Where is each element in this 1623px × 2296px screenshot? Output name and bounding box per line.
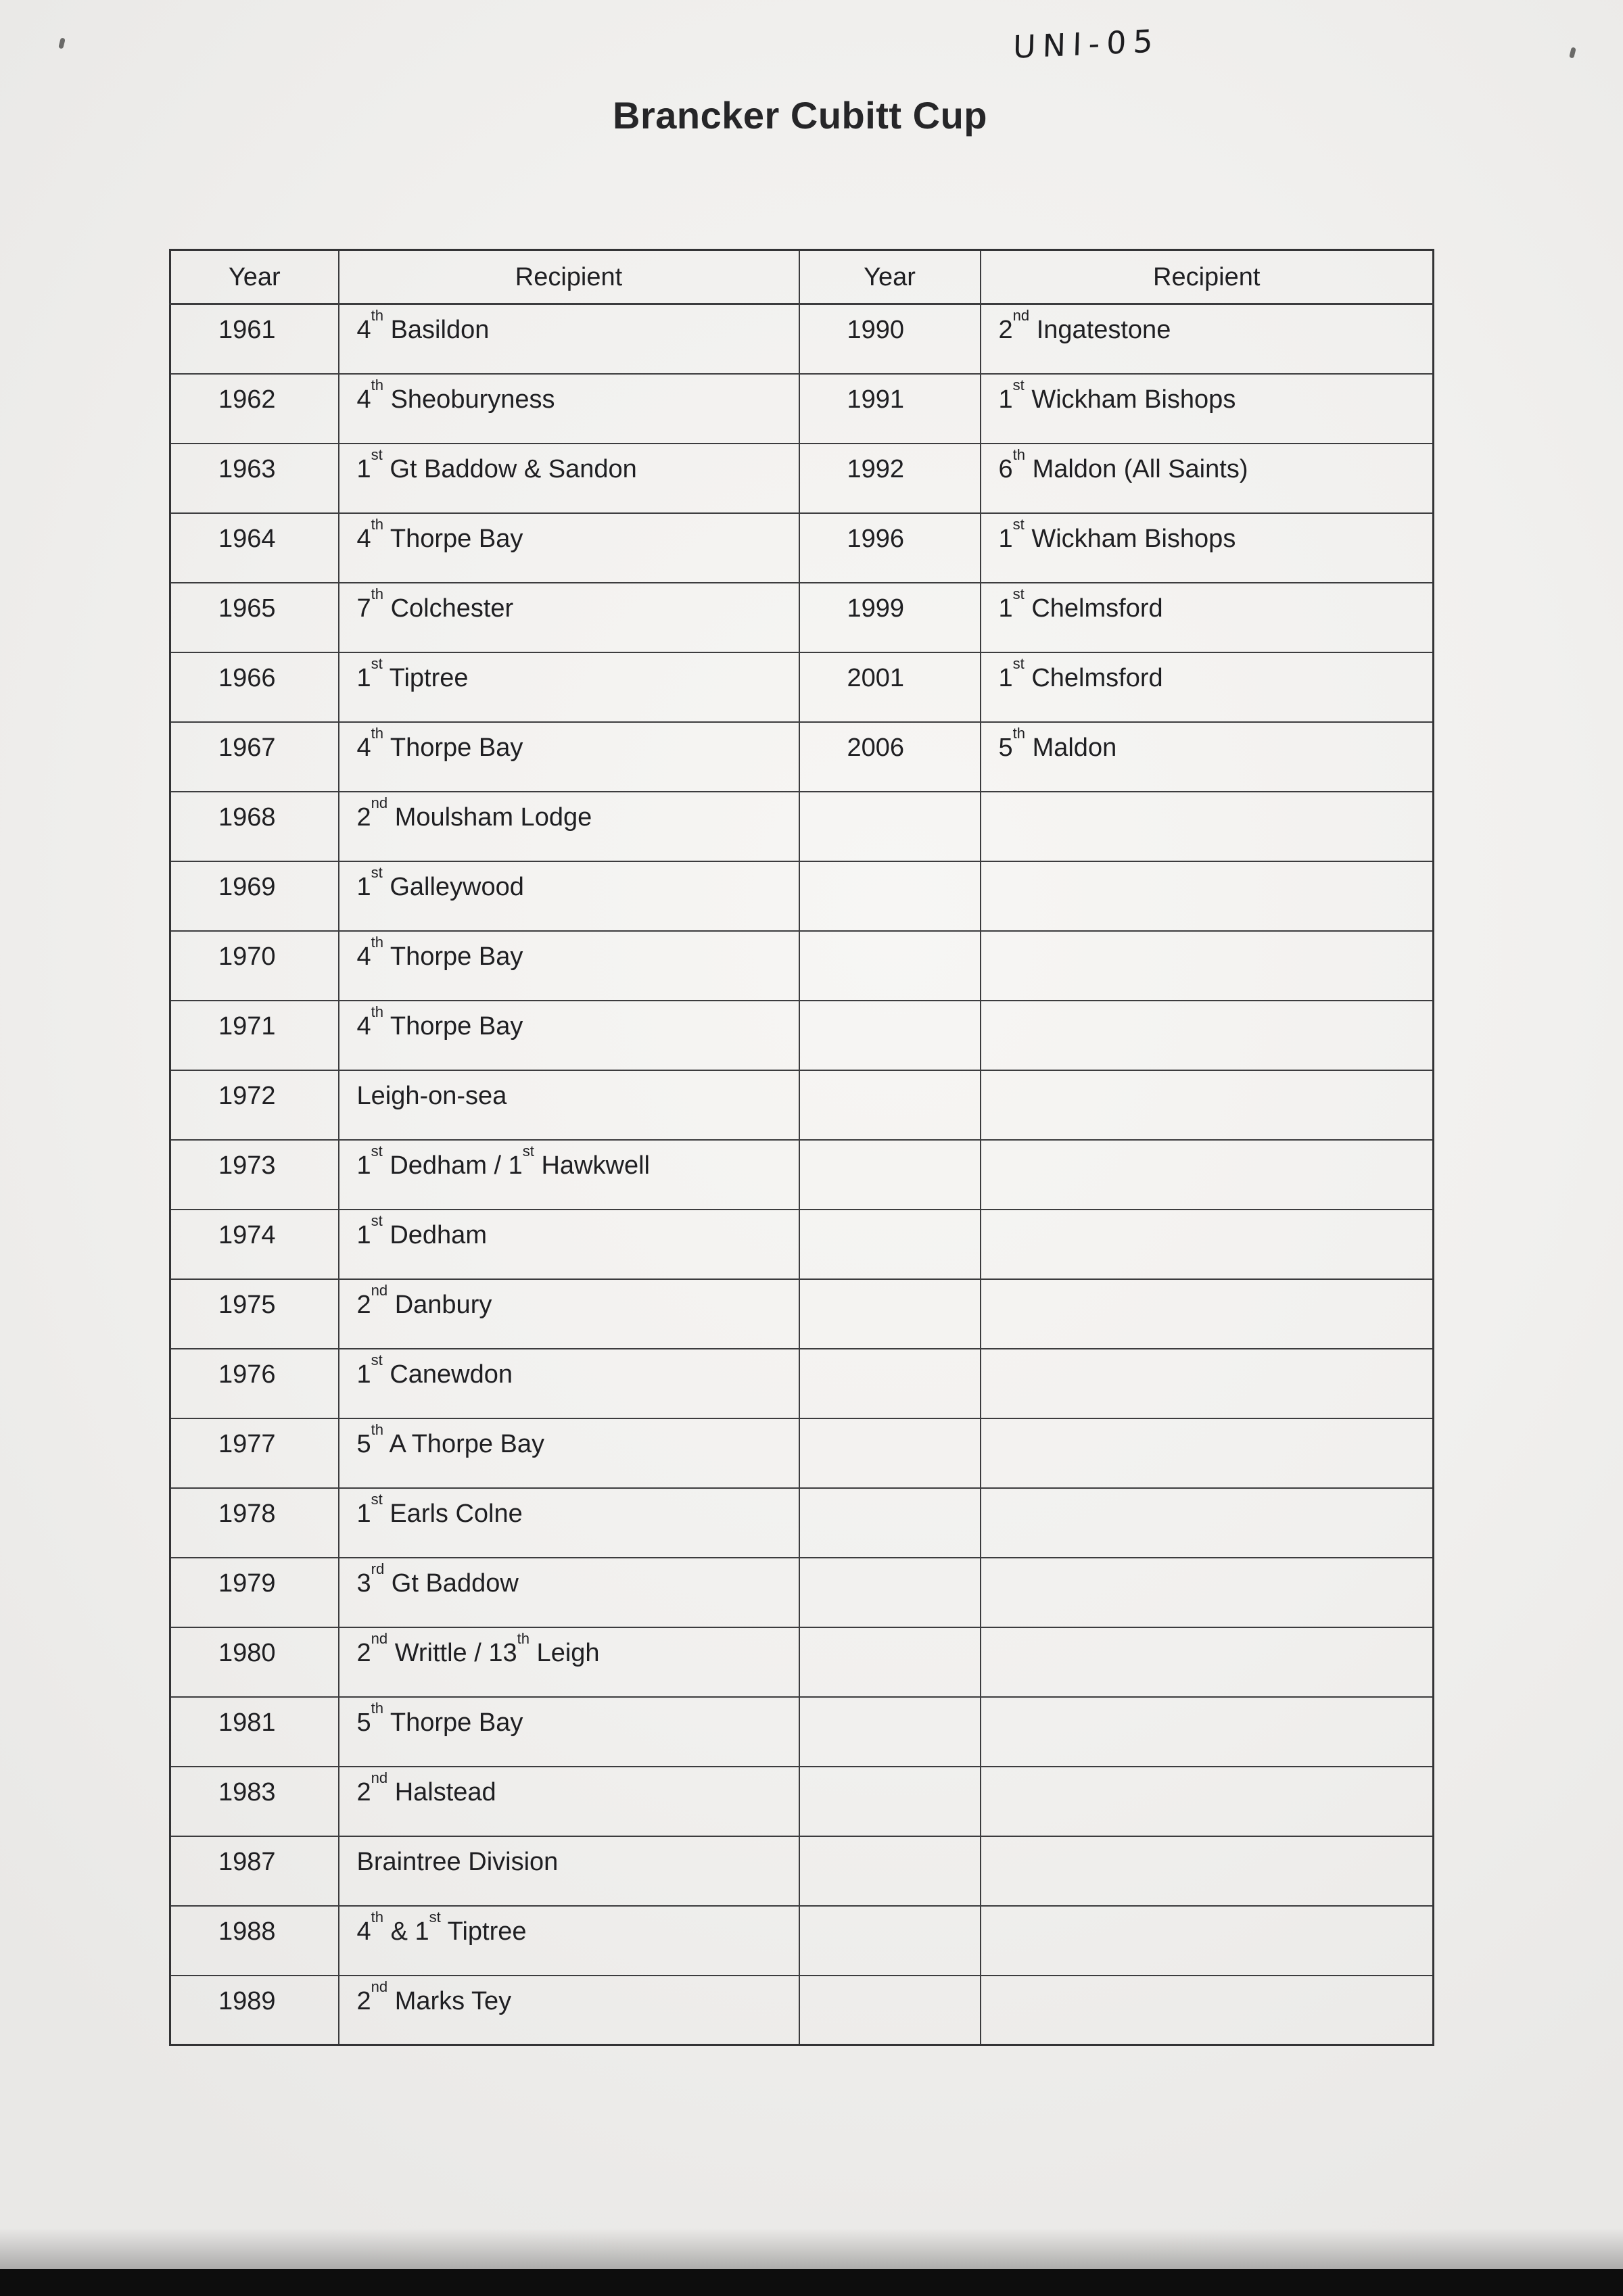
table-row: [170, 304, 1434, 374]
year-cell: 1965: [170, 583, 339, 652]
recipient-cell: 2nd Writtle / 13th Leigh: [339, 1627, 799, 1697]
table-row: [170, 1627, 1434, 1697]
year-cell: [799, 1976, 981, 2045]
year-cell: [799, 792, 981, 861]
recipient-cell: 5th A Thorpe Bay: [339, 1418, 799, 1488]
table-row: [170, 1418, 1434, 1488]
recipient-cell: [981, 1488, 1434, 1558]
recipient-cell: 1st Canewdon: [339, 1349, 799, 1418]
recipient-cell: 5th Thorpe Bay: [339, 1697, 799, 1767]
recipient-cell: [981, 1836, 1434, 1906]
column-header-year-right: Year: [799, 250, 981, 304]
recipient-cell: 1st Earls Colne: [339, 1488, 799, 1558]
column-header-recipient-left: Recipient: [339, 250, 799, 304]
table-row: [170, 722, 1434, 792]
table-row: [170, 1001, 1434, 1070]
recipient-cell: [981, 792, 1434, 861]
recipient-cell: [981, 1418, 1434, 1488]
year-cell: 1980: [170, 1627, 339, 1697]
column-header-year-left: Year: [170, 250, 339, 304]
year-cell: [799, 861, 981, 931]
year-cell: 1973: [170, 1140, 339, 1210]
year-cell: 1990: [799, 304, 981, 374]
table-row: [170, 1488, 1434, 1558]
year-cell: [799, 1697, 981, 1767]
year-cell: 1989: [170, 1976, 339, 2045]
table-body: [170, 304, 1434, 2045]
table-row: [170, 583, 1434, 652]
recipient-cell: 4th Thorpe Bay: [339, 1001, 799, 1070]
recipient-cell: 2nd Halstead: [339, 1767, 799, 1836]
year-cell: [799, 1836, 981, 1906]
year-cell: [799, 1627, 981, 1697]
year-cell: 1971: [170, 1001, 339, 1070]
table-row: [170, 1558, 1434, 1627]
year-cell: 1979: [170, 1558, 339, 1627]
recipient-cell: 1st Gt Baddow & Sandon: [339, 444, 799, 513]
year-cell: [799, 1070, 981, 1140]
page-title: Brancker Cubitt Cup: [613, 94, 987, 137]
recipient-cell: [981, 1627, 1434, 1697]
table-row: [170, 861, 1434, 931]
recipient-cell: 4th Thorpe Bay: [339, 931, 799, 1001]
year-cell: 2001: [799, 652, 981, 722]
year-cell: 1970: [170, 931, 339, 1001]
year-cell: 1996: [799, 513, 981, 583]
recipient-cell: 2nd Danbury: [339, 1279, 799, 1349]
recipient-cell: 1st Chelmsford: [981, 652, 1434, 722]
year-cell: 1962: [170, 374, 339, 444]
year-cell: 1991: [799, 374, 981, 444]
year-cell: 1972: [170, 1070, 339, 1140]
recipient-cell: [981, 1070, 1434, 1140]
year-cell: [799, 1906, 981, 1976]
year-cell: 1976: [170, 1349, 339, 1418]
year-cell: 1967: [170, 722, 339, 792]
recipient-cell: 4th Thorpe Bay: [339, 722, 799, 792]
recipient-cell: [981, 1906, 1434, 1976]
year-cell: [799, 1279, 981, 1349]
year-cell: 1992: [799, 444, 981, 513]
year-cell: 1968: [170, 792, 339, 861]
recipient-cell: 4th Basildon: [339, 304, 799, 374]
year-cell: 1999: [799, 583, 981, 652]
year-cell: [799, 1767, 981, 1836]
table-row: [170, 652, 1434, 722]
year-cell: 1978: [170, 1488, 339, 1558]
table-row: [170, 1836, 1434, 1906]
table-row: [170, 1976, 1434, 2045]
table-row: [170, 1070, 1434, 1140]
year-cell: 1987: [170, 1836, 339, 1906]
year-cell: [799, 1488, 981, 1558]
results-table: [169, 249, 1434, 2046]
table-row: [170, 374, 1434, 444]
table-row: [170, 1767, 1434, 1836]
recipient-cell: 4th Thorpe Bay: [339, 513, 799, 583]
year-cell: 1983: [170, 1767, 339, 1836]
year-cell: [799, 931, 981, 1001]
recipient-cell: 5th Maldon: [981, 722, 1434, 792]
table-row: [170, 1140, 1434, 1210]
recipient-cell: 1st Tiptree: [339, 652, 799, 722]
recipient-cell: [981, 1767, 1434, 1836]
year-cell: [799, 1140, 981, 1210]
recipient-cell: Braintree Division: [339, 1836, 799, 1906]
year-cell: 1988: [170, 1906, 339, 1976]
year-cell: 1981: [170, 1697, 339, 1767]
table-header-row: [170, 250, 1434, 304]
year-cell: 1964: [170, 513, 339, 583]
year-cell: [799, 1001, 981, 1070]
recipient-cell: [981, 861, 1434, 931]
table-row: [170, 931, 1434, 1001]
table-row: [170, 1697, 1434, 1767]
recipient-cell: 1st Wickham Bishops: [981, 374, 1434, 444]
year-cell: 1977: [170, 1418, 339, 1488]
recipient-cell: 2nd Marks Tey: [339, 1976, 799, 2045]
table-row: [170, 1906, 1434, 1976]
recipient-cell: [981, 1558, 1434, 1627]
year-cell: 1974: [170, 1210, 339, 1279]
table-row: [170, 1349, 1434, 1418]
table-row: [170, 792, 1434, 861]
year-cell: 1966: [170, 652, 339, 722]
table-row: [170, 1210, 1434, 1279]
recipient-cell: 1st Galleywood: [339, 861, 799, 931]
table-row: [170, 1279, 1434, 1349]
recipient-cell: Leigh-on-sea: [339, 1070, 799, 1140]
scan-speck: [1569, 47, 1576, 58]
recipient-cell: 2nd Ingatestone: [981, 304, 1434, 374]
recipient-cell: [981, 1697, 1434, 1767]
recipient-cell: 1st Dedham / 1st Hawkwell: [339, 1140, 799, 1210]
scan-bottom-shadow: [0, 2228, 1623, 2269]
year-cell: 2006: [799, 722, 981, 792]
recipient-cell: 3rd Gt Baddow: [339, 1558, 799, 1627]
scan-bottom-edge: [0, 2269, 1623, 2296]
year-cell: [799, 1418, 981, 1488]
recipient-cell: 7th Colchester: [339, 583, 799, 652]
recipient-cell: [981, 1349, 1434, 1418]
recipient-cell: 2nd Moulsham Lodge: [339, 792, 799, 861]
table-row: [170, 444, 1434, 513]
recipient-cell: [981, 1976, 1434, 2045]
recipient-cell: 1st Dedham: [339, 1210, 799, 1279]
column-header-recipient-right: Recipient: [981, 250, 1434, 304]
year-cell: 1975: [170, 1279, 339, 1349]
table-row: [170, 513, 1434, 583]
scan-speck: [58, 37, 66, 49]
recipient-cell: [981, 1210, 1434, 1279]
year-cell: 1969: [170, 861, 339, 931]
recipient-cell: [981, 1279, 1434, 1349]
recipient-cell: 4th Sheoburyness: [339, 374, 799, 444]
year-cell: [799, 1349, 981, 1418]
recipient-cell: 1st Wickham Bishops: [981, 513, 1434, 583]
recipient-cell: [981, 1001, 1434, 1070]
handwritten-annotation: UNI-05: [1012, 22, 1160, 66]
year-cell: [799, 1558, 981, 1627]
recipient-cell: 4th & 1st Tiptree: [339, 1906, 799, 1976]
recipient-cell: [981, 1140, 1434, 1210]
recipient-cell: [981, 931, 1434, 1001]
year-cell: 1961: [170, 304, 339, 374]
recipient-cell: 6th Maldon (All Saints): [981, 444, 1434, 513]
year-cell: 1963: [170, 444, 339, 513]
year-cell: [799, 1210, 981, 1279]
recipient-cell: 1st Chelmsford: [981, 583, 1434, 652]
